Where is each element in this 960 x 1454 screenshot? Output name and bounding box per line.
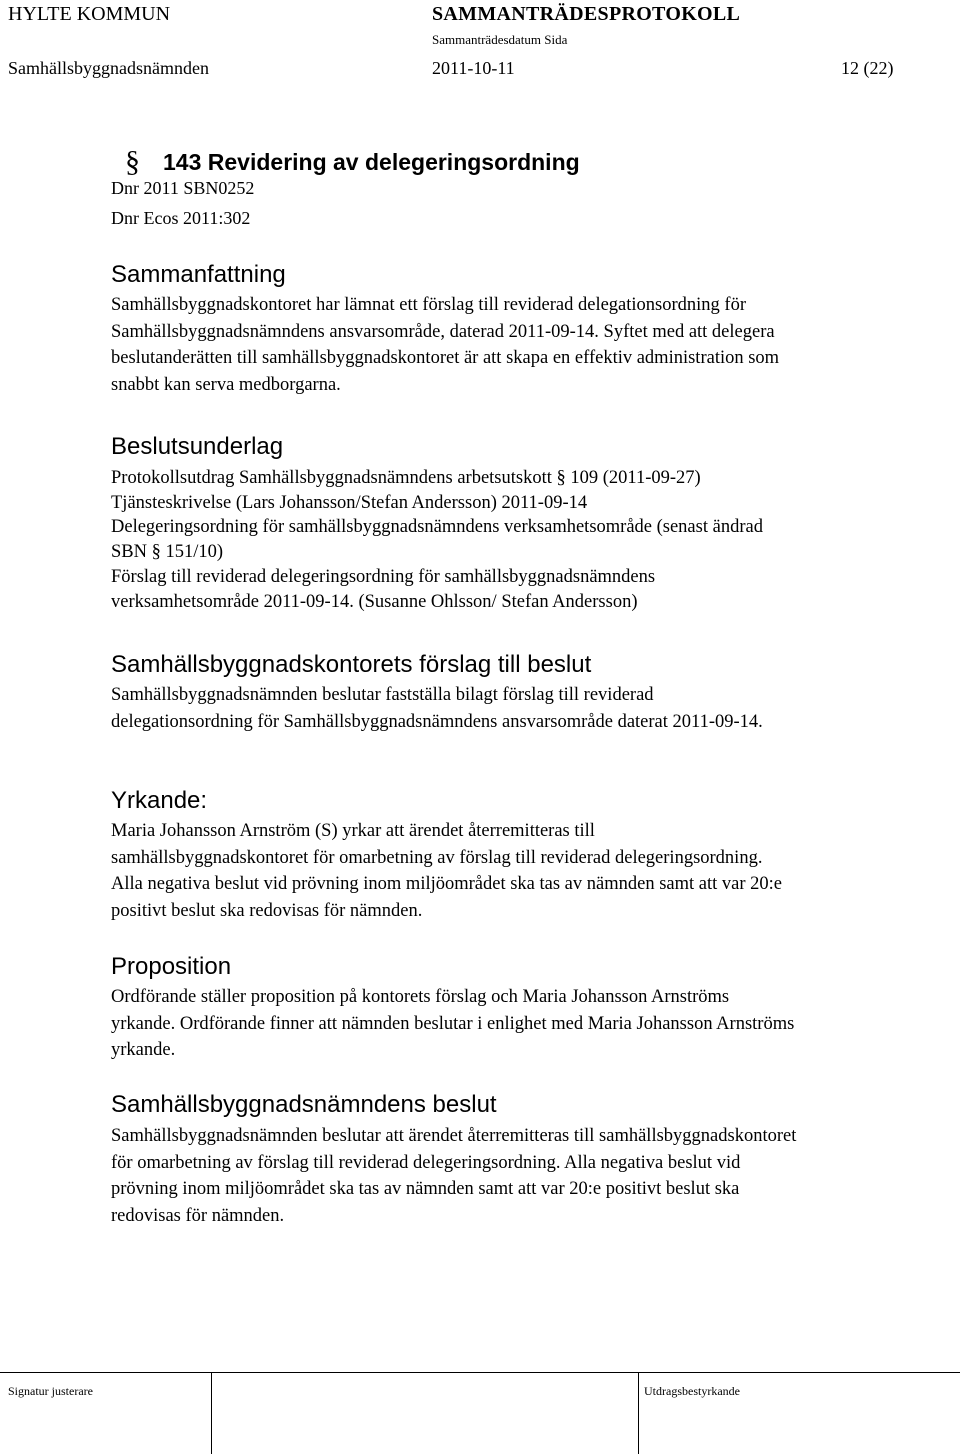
header-meta-row xyxy=(8,58,908,84)
footer-extract-box-edge xyxy=(638,1372,639,1454)
footer-divider xyxy=(0,1372,960,1373)
text-line: prövning inom miljöområdet ska tas av nämnden samt att var 20:e positivt beslut ska xyxy=(111,1179,740,1199)
text-line: samhällsbyggnadskontoret för omarbetning av förslag till reviderad delegeringsordning. xyxy=(111,847,763,868)
text-line: Samhällsbyggnadsnämndens ansvarsområde, daterad 2011-09-14. Syftet med att delegera xyxy=(111,321,775,342)
dnr-line: Dnr Ecos 2011:302 xyxy=(111,208,251,228)
heading-sammanfattning: Sammanfattning xyxy=(111,261,286,288)
text-line: för omarbetning av förslag till reviderad delegeringsordning. Alla negativa beslut vid xyxy=(111,1152,741,1173)
signature-justerare-label: Signatur justerare xyxy=(8,1384,93,1398)
header-subheading: Sammanträdesdatum Sida xyxy=(432,32,568,47)
text-line: Samhällsbyggnadsnämnden beslutar att ärendet återremitteras till samhällsbyggnadskontoret xyxy=(111,1126,797,1146)
meeting-date: 2011-10-11 xyxy=(432,58,515,78)
text-line: Samhällsbyggnadsnämnden beslutar fastställa bilagt förslag till reviderad xyxy=(111,685,654,705)
paragraph-beslutsunderlag xyxy=(111,466,911,614)
text-line: SBN § 151/10) xyxy=(111,542,224,563)
footer-signature-box-edge xyxy=(211,1372,212,1454)
text-line: yrkande. Ordförande finner att nämnden beslutar i enlighet med Maria Johansson Arnströms xyxy=(111,1013,795,1034)
case-title: 143 Revidering av delegeringsordning xyxy=(163,149,580,175)
paragraph-yrkande xyxy=(111,818,911,924)
text-line: verksamhetsområde 2011-09-14. (Susanne Ohlsson/ Stefan Andersson) xyxy=(111,591,638,612)
paragraph-proposition xyxy=(111,984,911,1064)
heading-forslag-till-beslut: Samhällsbyggnadskontorets förslag till beslut xyxy=(111,651,592,678)
document-type: SAMMANTRÄDESPROTOKOLL xyxy=(432,3,741,25)
text-line: Delegeringsordning för samhällsbyggnadsnämndens verksamhetsområde (senast ändrad xyxy=(111,517,763,538)
committee-name: Samhällsbyggnadsnämnden xyxy=(8,58,209,78)
text-line: snabbt kan serva medborgarna. xyxy=(111,374,341,395)
text-line: Förslag till reviderad delegeringsordning för samhällsbyggnadsnämndens xyxy=(111,566,656,587)
text-line: Tjänsteskrivelse (Lars Johansson/Stefan Andersson) 2011-09-14 xyxy=(111,492,588,513)
text-line: Alla negativa beslut vid prövning inom miljöområdet ska tas av nämnden samt att var 20:e xyxy=(111,874,782,894)
paragraph-namndens-beslut xyxy=(111,1123,911,1229)
organization-name: HYLTE KOMMUN xyxy=(8,3,171,25)
paragraph-sammanfattning xyxy=(111,292,911,398)
page-number: 12 (22) xyxy=(841,58,894,78)
heading-yrkande: Yrkande: xyxy=(111,787,208,814)
heading-namndens-beslut: Samhällsbyggnadsnämndens beslut xyxy=(111,1091,497,1118)
text-line: redovisas för nämnden. xyxy=(111,1205,285,1226)
dnr-line: Dnr 2011 SBN0252 xyxy=(111,178,255,198)
text-line: positivt beslut ska redovisas för nämnden. xyxy=(111,900,423,921)
text-line: Maria Johansson Arnström (S) yrkar att ärendet återremitteras till xyxy=(111,821,595,841)
text-line: beslutanderätten till samhällsbyggnadskontoret är att skapa en effektiv administration som xyxy=(111,348,780,368)
section-symbol: § xyxy=(125,145,140,178)
paragraph-forslag-till-beslut xyxy=(111,682,911,735)
text-line: Protokollsutdrag Samhällsbyggnadsnämndens arbetsutskott § 109 (2011-09-27) xyxy=(111,468,701,488)
utdragsbestyrkande-label: Utdragsbestyrkande xyxy=(644,1384,740,1398)
text-line: Ordförande ställer proposition på kontorets förslag och Maria Johansson Arnströms xyxy=(111,987,730,1007)
heading-beslutsunderlag: Beslutsunderlag xyxy=(111,433,284,460)
heading-proposition: Proposition xyxy=(111,953,232,980)
text-line: Samhällsbyggnadskontoret har lämnat ett förslag till reviderad delegationsordning för xyxy=(111,295,746,315)
text-line: delegationsordning för Samhällsbyggnadsnämndens ansvarsområde daterat 2011-09-14. xyxy=(111,711,763,732)
text-line: yrkande. xyxy=(111,1040,176,1060)
